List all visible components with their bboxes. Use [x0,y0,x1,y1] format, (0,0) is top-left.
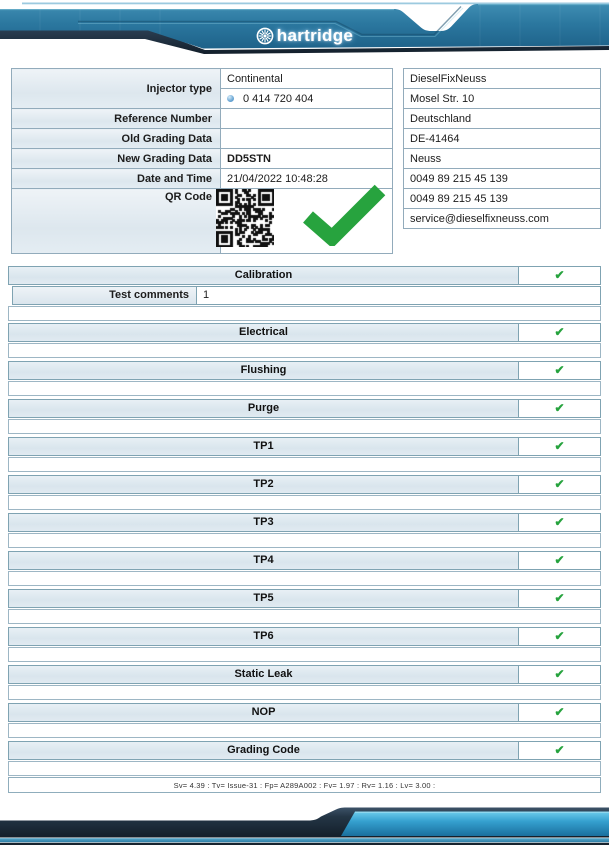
section-empty-row [8,723,601,738]
section-pass-check-icon: ✔ [554,591,565,605]
info-row [12,109,393,129]
info-label-injector-type: Injector type [12,69,221,109]
customer-row [404,169,601,189]
footer-banner-graphic [0,800,609,849]
section-result-cell [518,476,600,493]
section-pass-check-icon: ✔ [554,629,565,643]
section-empty-row [8,761,601,776]
section-result-cell [518,362,600,379]
section-result-cell [518,267,600,284]
customer-line: DE-41464 [404,129,601,149]
info-value: Continental [221,69,393,89]
section-empty-row [8,457,601,472]
info-row [12,149,393,169]
info-row [12,69,393,89]
section-pass-check-icon: ✔ [554,401,565,415]
test-section-electrical [8,323,601,358]
customer-row [404,129,601,149]
section-pass-check-icon: ✔ [554,363,565,377]
info-label-new-grading-data: New Grading Data [12,149,221,169]
section-title: NOP [251,706,276,718]
info-label-old-grading-data: Old Grading Data [12,129,221,149]
version-info-row [8,777,601,793]
section-result-cell [518,666,600,683]
section-header [8,589,601,608]
section-empty-row [8,381,601,396]
section-header [8,361,601,380]
info-value: DD5STN [221,149,393,169]
section-pass-check-icon: ✔ [554,477,565,491]
section-header [8,513,601,532]
customer-line: 0049 89 215 45 139 [404,189,601,209]
info-label-reference-number: Reference Number [12,109,221,129]
section-pass-check-icon: ✔ [554,553,565,567]
customer-address-panel [403,68,601,229]
section-result-cell [518,704,600,721]
customer-row [404,109,601,129]
test-section-tp2 [8,475,601,510]
section-title: Purge [247,402,280,414]
info-label-date-and-time: Date and Time [12,169,221,189]
section-empty-row [8,685,601,700]
section-pass-check-icon: ✔ [554,515,565,529]
test-section-tp3 [8,513,601,548]
customer-row [404,69,601,89]
section-empty-row [8,343,601,358]
customer-line: 0049 89 215 45 139 [404,169,601,189]
section-pass-check-icon: ✔ [554,268,565,282]
section-result-cell [518,742,600,759]
customer-line: Mosel Str. 10 [404,89,601,109]
info-value [221,109,393,129]
section-result-cell [518,400,600,417]
brand-name: hartridge [276,26,354,45]
hartridge-wheel-icon [256,27,274,45]
customer-line: Deutschland [404,109,601,129]
footer-cyan-shape [341,812,609,837]
section-result-cell [518,552,600,569]
section-header [8,627,601,646]
section-header [8,741,601,760]
section-title: TP6 [253,630,274,642]
test-section-flushing [8,361,601,396]
test-section-calibration [8,266,601,321]
section-header [8,703,601,722]
overall-result-check-icon [299,182,389,246]
customer-row [404,209,601,229]
test-section-tp4 [8,551,601,586]
section-title: Grading Code [227,744,300,756]
test-sections [8,266,601,779]
test-comments-label: Test comments [13,287,197,304]
test-comments-row [12,286,601,305]
section-pass-check-icon: ✔ [554,325,565,339]
section-header [8,437,601,456]
section-header [8,551,601,570]
test-section-tp5 [8,589,601,624]
section-title: TP2 [253,478,274,490]
section-pass-check-icon: ✔ [554,667,565,681]
section-empty-row [8,571,601,586]
section-header [8,475,601,494]
section-title: Calibration [234,269,293,281]
test-section-nop [8,703,601,738]
section-title: Static Leak [234,668,293,680]
info-value: 21/04/2022 10:48:28 [221,169,393,189]
section-title: TP4 [253,554,274,566]
section-header [8,266,601,285]
footer-banner [0,800,609,849]
section-result-cell [518,324,600,341]
info-row [12,129,393,149]
section-header [8,399,601,418]
test-section-static-leak [8,665,601,700]
test-section-tp6 [8,627,601,662]
section-result-cell [518,438,600,455]
section-result-cell [518,514,600,531]
header-banner [0,0,609,56]
section-empty-row [8,647,601,662]
footer-blue-stripe [0,838,609,842]
section-title: TP3 [253,516,274,528]
qr-code [216,189,274,247]
section-title: Flushing [240,364,287,376]
customer-line: service@dieselfixneuss.com [404,209,601,229]
section-pass-check-icon: ✔ [554,439,565,453]
customer-row [404,89,601,109]
bullet-icon [227,95,234,102]
test-section-grading-code [8,741,601,776]
section-empty-row [8,306,601,321]
section-header [8,323,601,342]
section-empty-row [8,533,601,548]
section-pass-check-icon: ✔ [554,705,565,719]
section-title: TP5 [253,592,274,604]
customer-row [404,149,601,169]
test-section-tp1 [8,437,601,472]
section-empty-row [8,419,601,434]
info-label-qr-code: QR Code [12,189,221,254]
test-comments-value: 1 [197,287,600,304]
hartridge-logo [0,26,609,46]
customer-row [404,189,601,209]
version-text: Sv= 4.39 : Tv= Issue-31 : Fp= A289A002 : Fv= 1.97 : Rv= 1.16 : Lv= 3.00 : [173,780,436,790]
section-result-cell [518,590,600,607]
info-value: 0 414 720 404 [221,89,393,109]
customer-line: Neuss [404,149,601,169]
section-title: TP1 [253,440,274,452]
section-result-cell [518,628,600,645]
footer-dark-line [0,843,609,845]
section-empty-row [8,495,601,510]
section-title: Electrical [239,326,288,338]
section-header [8,665,601,684]
section-empty-row [8,609,601,624]
test-section-purge [8,399,601,434]
section-pass-check-icon: ✔ [554,743,565,757]
customer-line: DieselFixNeuss [404,69,601,89]
info-value [221,129,393,149]
